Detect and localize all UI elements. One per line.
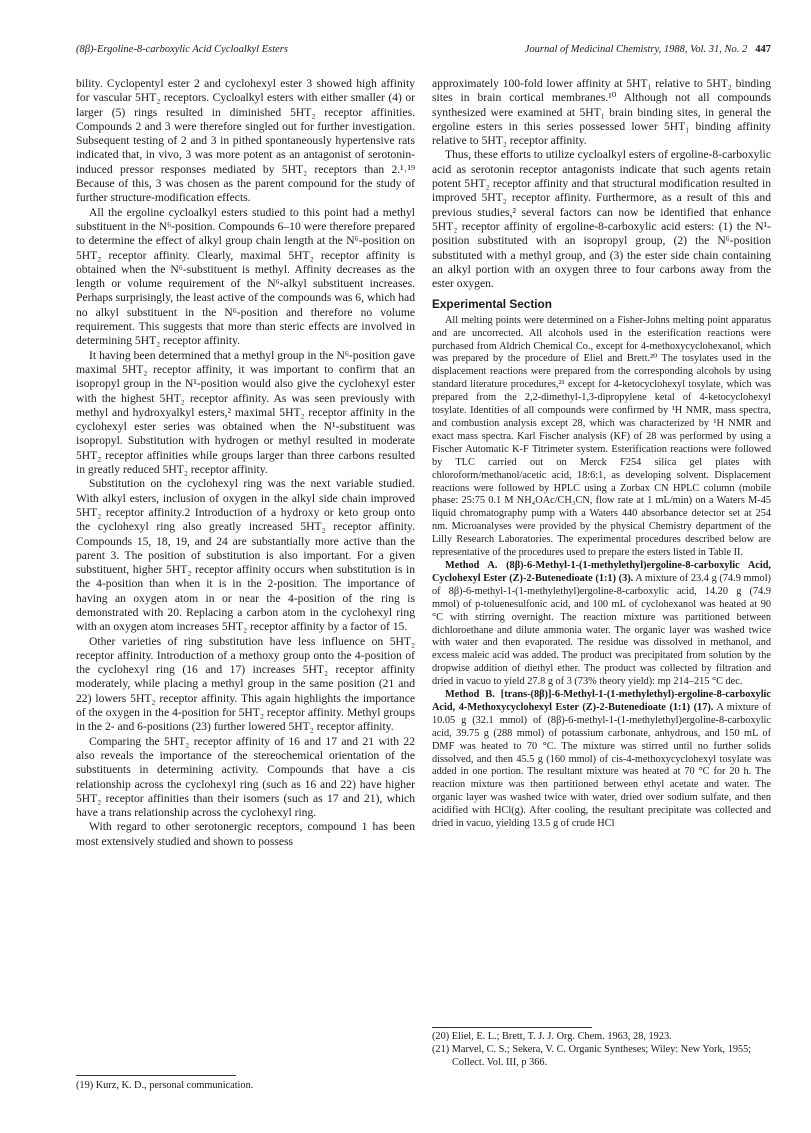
method-a-body: A mixture of 23.4 g (74.9 mmol) of 8β)-6-methyl-1-(1-methylethyl)ergoline-8-carboxylic acid, 14.20 g (74.9 mmol) of p-toluenesulfonic acid, and 100 mL of cyclohexanol was heated at 90 °C with stirring overnight. The reaction mixture was partitioned between dichloroethane and dilute ammonia water. The organic layer was washed twice with water and then evaporated. The residue was dissolved in methanol, and excess maleic acid was added. The product was precipitated from solution by the dropwise addition of diethyl ether. The product was collected by filtration and dried in vacuo to yield 27.8 g of 3 (73% theory yield): mp 214–215 °C dec. [432,572,771,688]
method-a-paragraph [432,560,771,689]
journal-name: Journal of Medicinal Chemistry, 1988, Vol. 31, No. 2 [524,44,748,55]
section-heading: Experimental Section [432,297,552,312]
running-title: (8β)-Ergoline-8-carboxylic Acid Cycloalkyl Esters [76,44,288,55]
paragraph: It having been determined that a methyl group in the N⁶-position gave maximal 5HT₂ receptor affinity, it was important to confirm that an isopropyl group in the N¹-position would also give the cyclohexyl ester with the highest 5HT₂ receptor affinity. As was seen previously with methyl and hydroxyalkyl esters,² maximal 5HT₂ receptor affinity in the cyclohexyl ester series was obtained when the N¹-substituent was isopropyl. Substitution with hydrogen or methyl resulted in moderate 5HT₂ receptor affinities while groups larger than three carbons resulted in greatly reduced 5HT₂ receptor affinity. [76,348,415,477]
experimental-body [432,315,771,831]
method-b-title: Method B. [trans-(8β)]-6-Methyl-1-(1-methylethyl)-ergoline-8-carboxylic Acid, 4-Methoxycyclohexyl Ester (Z)-2-Butenedioate (1:1) (17). [432,689,771,713]
paragraph: Thus, these efforts to utilize cycloalkyl esters of ergoline-8-carboxylic acid as serotonin receptor antagonists indicate that such agents retain potent 5HT₂ receptor affinity and that structural modification resulted in improved 5HT₂ receptor affinity. Furthermore, as a result of this and previous studies,² several factors can now be identified that enhance 5HT₂ receptor affinity of ergoline-8-carboxylic acid esters: (1) the N¹-position substituted with an isopropyl group, (2) the N⁶-position substituted with a methyl group, and (3) the ester side chain containing an alkyl portion with an oxygen three to four carbons away from the ester oxygen. [432,148,771,291]
footnotes-left [76,1080,415,1093]
footnote-rule [76,1075,236,1076]
paragraph: Comparing the 5HT₂ receptor affinity of 16 and 17 and 21 with 22 also reveals the importance of the stereochemical orientation of the substituents in determining activity. Compounds that have a cis relationship across the cyclohexyl ring (such as 16 and 22) have higher 5HT₂ receptor affinities than their isomers (such as 17 and 21), which have a trans relationship across the cyclohexyl ring. [76,734,415,820]
paragraph: Substitution on the cyclohexyl ring was the next variable studied. With alkyl esters, inclusion of oxygen in the alkyl side chain improved 5HT₂ receptor affinity.2 Introduction of a hydroxy or keto group onto the cyclohexyl ring also greatly increased 5HT₂ receptor affinity. Compounds 15, 18, 19, and 24 are substantially more active than the parent 3. The position of substitution is also important. For a given substituent, higher 5HT₂ receptor affinity occurs when substitution is in the 4-position than when it is in the 2-position. The importance of having an oxygen atom in or near the 4-position of the ring is demonstrated with 20. Replacing a carbon atom in the cyclohexyl ring with an oxygen atom increases 5HT₂ receptor affinity by a factor of 15. [76,477,415,634]
paragraph: With regard to other serotonergic receptors, compound 1 has been most extensively studied and shown to possess [76,820,415,848]
footnote: (20) Eliel, E. L.; Brett, T. J. J. Org. Chem. 1963, 28, 1923. [432,1031,672,1042]
footnote-rule [432,1027,592,1028]
footnotes-right [432,1031,771,1069]
method-b-paragraph [432,689,771,831]
paragraph: All melting points were determined on a Fisher-Johns melting point apparatus and are uncorrected. All alcohols used in the esterification reactions were purchased from Aldrich Chemical Co., except for 4-methoxycyclohexanol, which was prepared by the procedure of Eliel and Brett.²⁰ The tosylates used in the displacement reactions were prepared from the corresponding alcohols by using standard literature procedures,²¹ except for 4-ketocyclohexyl tosylate, which was prepared from the 2,2-dimethyl-1,3-dipropylene ketal of 4-ketocyclohexyl tosylate. Identities of all compounds were confirmed by ¹H NMR, mass spectra, and combustion analysis except 28, which was characterized by ¹H NMR and exact mass spectra. Karl Fischer analysis (KF) of 28 was performed by using a Fischer Automatic K-F Titrimeter system. Esterification reactions were followed by TLC carried out on Merck F254 silica gel plates with chloroform/methanol/acetic acid, 18:6:1, as developing solvent. Displacement reactions were followed by HPLC using a Zorbax CN HPLC column (mobile phase: 25:75 0.1 M NH₄OAc/CH₃CN, flow rate at 1 mL/min) on a Waters M-45 liquid chromatography pump with a Waters 440 absorbance detector set at 254 nm. Microanalyses were provided by the physical Chemistry department of the Lilly Research Laboratories. The experimental procedures described below are representative of the procedures used to prepare the esters listed in Table II. [432,314,771,559]
paragraph: All the ergoline cycloalkyl esters studied to this point had a methyl substituent in the N⁶-position. Compounds 6–10 were therefore prepared to determine the effect of alkyl group chain length at the N⁶-position on 5HT₂ receptor affinity. Clearly, maximal 5HT₂ receptor affinity is obtained when the N⁶-substituent is methyl. Affinity decreases as the length or volume requirement of the N⁶-alkyl substituent increases. Perhaps surprisingly, the least active of the compounds was 6, which had no alkyl substituent in the N⁶-position and therefore no volume requirement. This suggests that more than steric effects are involved in determining 5HT₂ receptor affinity. [76,205,415,348]
paragraph: approximately 100-fold lower affinity at 5HT₁ relative to 5HT₂ binding sites in brain cortical membranes.¹⁰ Although not all compounds synthesized were examined at 5HT₁ brain binding sites, in general the ergoline esters in this series possessed lower 5HT₁ binding affinity relative to 5HT₂ receptor affinity. [432,77,771,148]
journal-citation [525,44,771,55]
running-header [76,44,771,60]
left-column [76,77,415,849]
page-number: 447 [755,44,771,55]
right-column [432,77,771,831]
footnote: (21) Marvel, C. S.; Sekera, V. C. Organic Syntheses; Wiley: New York, 1955; Collect. Vol. III, p 366. [432,1043,752,1068]
paragraph: bility. Cyclopentyl ester 2 and cyclohexyl ester 3 showed high affinity for vascular 5HT₂ receptors. Cycloalkyl esters with either smaller (4) or larger (5) rings resulted in diminished 5HT₂ receptor affinities. Compounds 2 and 3 were therefore singled out for further investigation. Subsequent testing of 2 and 3 in pithed spontaneously hypertensive rats indicated that, in vivo, 3 was more potent as an antagonist of serotonin-induced pressor responses mediated by 5HT₂ receptors than 2.¹˒¹⁹ Because of this, 3 was chosen as the parent compound for the study of further structure-modification effects. [76,77,415,205]
method-b-body: A mixture of 10.05 g (32.1 mmol) of (8β)-6-methyl-1-(1-methylethyl)ergoline-8-carboxylic acid, 39.75 g (288 mmol) of potassium carbonate, anhydrous, and 150 mL of DMF was heated to 70 °C. The mixture was stirred until no further solids dissolved, and then 45.5 g (160 mmol) of cis-4-methoxycyclohexyl tosylate was added in one portion. The resultant mixture was heated at 70 °C for 20 h. The reaction mixture was then partitioned between ethyl acetate and water. The organic layer was washed twice with water, dried over sodium sulfate, and then acidified with HCl(g). After cooling, the resultant precipitate was collected and dried in vacuo, yielding 13.5 g of crude HCl [432,701,771,830]
paragraph: Other varieties of ring substitution have less influence on 5HT₂ receptor affinity. Introduction of a methoxy group onto the 4-position of the cyclohexyl ring (16 and 17) increases 5HT₂ receptor affinity moderately, while placing a methyl group in the same position (21 and 22) lowers 5HT₂ receptor affinity. This again highlights the importance of the oxygen in the 4-position for 5HT₂ receptor affinity. Methyl groups in the 2- and 6-positions (23) further lowered 5HT₂ receptor affinity. [76,634,415,734]
footnote: (19) Kurz, K. D., personal communication. [76,1080,254,1091]
method-a-title: Method A. (8β)-6-Methyl-1-(1-methylethyl)ergoline-8-carboxylic Acid, Cyclohexyl Ester (Z)-2-Butenedioate (1:1) (3). [432,559,771,584]
